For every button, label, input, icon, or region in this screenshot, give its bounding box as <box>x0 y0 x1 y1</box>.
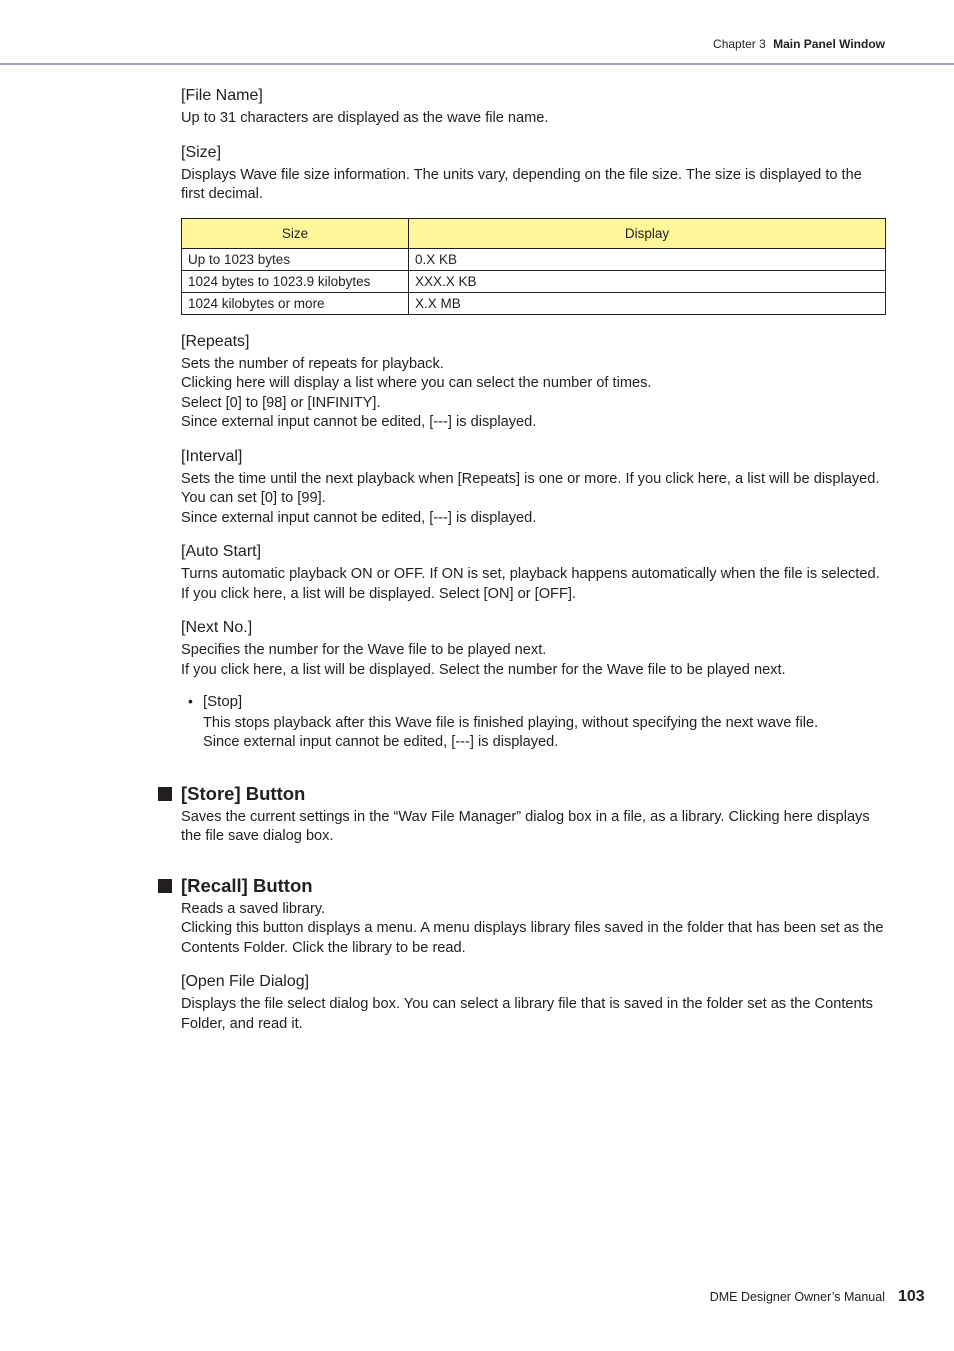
page-content <box>181 86 885 1048</box>
table-header-size: Size <box>182 218 409 248</box>
bullet-icon: • <box>188 693 193 709</box>
file-name-section <box>181 86 885 129</box>
manual-title: DME Designer Owner’s Manual <box>709 1290 885 1304</box>
next-no-heading: [Next No.] <box>181 619 253 636</box>
repeats-line: Sets the number of repeats for playback. <box>181 355 444 372</box>
file-name-heading: [File Name] <box>181 87 263 104</box>
repeats-heading: [Repeats] <box>181 332 250 350</box>
table-cell: X.X MB <box>409 292 886 314</box>
stop-bullet-item <box>188 692 885 753</box>
auto-start-section <box>181 542 885 604</box>
chapter-number: Chapter 3 <box>713 37 766 51</box>
next-no-section <box>181 618 885 753</box>
chapter-title: Main Panel Window <box>773 37 885 51</box>
open-file-dialog-text: Displays the file select dialog box. You can select a library file that is saved in the folder set as the Contents Folder, and read it. <box>181 996 873 1032</box>
store-heading-text: [Store] Button <box>181 782 306 804</box>
size-table <box>181 218 886 315</box>
recall-section <box>181 875 885 959</box>
table-cell: XXX.X KB <box>409 270 886 292</box>
table-row <box>182 248 886 270</box>
interval-section <box>181 447 885 529</box>
stop-label: [Stop] <box>203 693 243 710</box>
interval-line: Sets the time until the next playback when [Repeats] is one or more. If you click here, a list will be displayed. You can set [0] to [99]. <box>181 470 880 506</box>
table-cell: 0.X KB <box>409 248 886 270</box>
size-text: Displays Wave file size information. The units vary, depending on the file size. The size is displayed to the first decimal. <box>181 166 862 202</box>
square-bullet-icon <box>158 787 172 801</box>
recall-line: Reads a saved library. <box>181 900 326 917</box>
file-name-text: Up to 31 characters are displayed as the wave file name. <box>181 110 549 126</box>
stop-line: Since external input cannot be edited, [---] is displayed. <box>203 734 559 750</box>
square-bullet-icon <box>158 879 172 893</box>
repeats-line: Since external input cannot be edited, [---] is displayed. <box>181 414 537 430</box>
header-divider <box>0 63 954 65</box>
table-header-row <box>182 218 886 248</box>
open-file-dialog-section <box>181 972 885 1034</box>
repeats-line: Clicking here will display a list where you can select the number of times. <box>181 375 652 391</box>
store-section <box>181 783 885 847</box>
stop-line: This stops playback after this Wave file is finished playing, without specifying the next wave file. <box>203 714 819 731</box>
table-cell: Up to 1023 bytes <box>182 248 409 270</box>
size-heading: [Size] <box>181 143 222 161</box>
table-row <box>182 270 886 292</box>
open-file-dialog-heading: [Open File Dialog] <box>181 973 310 990</box>
chapter-header <box>713 37 885 51</box>
interval-line: Since external input cannot be edited, [---] is displayed. <box>181 509 537 526</box>
interval-heading: [Interval] <box>181 447 243 465</box>
next-no-line: Specifies the number for the Wave file to be played next. <box>181 642 547 658</box>
recall-line: Clicking this button displays a menu. A menu displays library files saved in the folder that has been set as the Contents Folder. Click the library to be read. <box>181 920 884 956</box>
auto-start-heading: [Auto Start] <box>181 543 262 560</box>
store-heading <box>181 783 885 805</box>
recall-heading <box>181 875 885 897</box>
auto-start-line: If you click here, a list will be displayed. Select [ON] or [OFF]. <box>181 585 576 602</box>
table-header-display: Display <box>409 218 886 248</box>
table-cell: 1024 bytes to 1023.9 kilobytes <box>182 270 409 292</box>
recall-heading-text: [Recall] Button <box>181 874 313 896</box>
table-cell: 1024 kilobytes or more <box>182 292 409 314</box>
table-row <box>182 292 886 314</box>
page-number: 103 <box>898 1288 925 1305</box>
store-text: Saves the current settings in the “Wav File Manager” dialog box in a file, as a library. Clicking here displays the file save dialog box. <box>181 808 870 844</box>
size-section <box>181 143 885 315</box>
repeats-section <box>181 332 885 433</box>
next-no-line: If you click here, a list will be displayed. Select the number for the Wave file to be played next. <box>181 661 786 678</box>
repeats-line: Select [0] to [98] or [INFINITY]. <box>181 394 381 411</box>
auto-start-line: Turns automatic playback ON or OFF. If ON is set, playback happens automatically when the file is selected. <box>181 566 880 582</box>
